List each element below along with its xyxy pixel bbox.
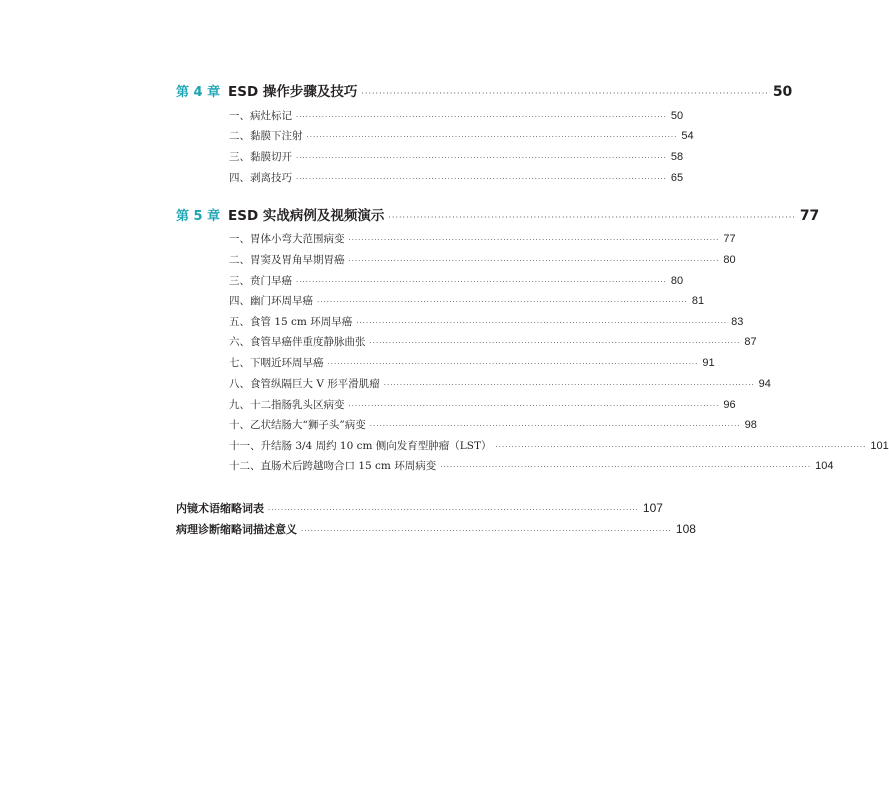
toc-chapter-4[interactable] (176, 80, 793, 100)
section-title: 二、黏膜下注射 (229, 130, 303, 142)
section-title: 七、下咽近环周早癌 (229, 357, 324, 369)
toc-entry[interactable] (229, 397, 736, 412)
toc-appendix-abbreviations[interactable] (176, 500, 663, 516)
dot-leader: ··················································································································· (317, 298, 688, 306)
chapter-page-number: 50 (772, 84, 793, 100)
appendix-page-number: 108 (675, 522, 696, 536)
toc-entry[interactable] (229, 417, 757, 432)
dot-leader: ··················································································································· (268, 506, 639, 514)
toc-appendix-pathology[interactable] (176, 521, 696, 537)
section-page-number: 65 (670, 172, 684, 184)
section-page-number: 83 (731, 316, 744, 328)
section-page-number: 58 (670, 151, 684, 163)
section-title: 四、幽门环周早癌 (229, 295, 313, 307)
section-page-number: 101 (870, 440, 889, 452)
toc-entry[interactable] (229, 273, 684, 288)
section-page-number: 104 (815, 460, 834, 472)
dot-leader: ··················································································································· (296, 113, 667, 121)
chapter-number: 第 5 章 (176, 209, 221, 224)
toc-entry[interactable] (229, 170, 684, 185)
dot-leader: ··················································································································· (301, 527, 672, 535)
section-page-number: 80 (670, 275, 684, 287)
section-page-number: 87 (744, 336, 757, 348)
section-page-number: 96 (723, 399, 736, 411)
chapter-title: ESD 操作步骤及技巧 (228, 84, 358, 100)
section-page-number: 81 (691, 295, 705, 307)
toc-entry[interactable] (229, 376, 771, 391)
section-title: 一、病灶标记 (229, 110, 292, 122)
appendix-page-number: 107 (642, 501, 663, 515)
dot-leader: ··················································································································· (383, 381, 755, 389)
dot-leader: ··················································································································· (356, 319, 728, 327)
toc-entry[interactable] (229, 128, 694, 143)
dot-leader: ··················································································································· (327, 360, 699, 368)
dot-leader: ··················································································································· (369, 422, 741, 430)
chapter-title: ESD 实战病例及视频演示 (228, 208, 385, 224)
toc-entry[interactable] (229, 355, 715, 370)
appendix-title: 病理诊断缩略词描述意义 (176, 523, 297, 536)
toc-entry[interactable] (229, 314, 744, 329)
toc-entry[interactable] (229, 334, 757, 349)
section-title: 十二、直肠术后跨越吻合口 15 cm 环周病变 (229, 460, 437, 472)
section-title: 五、食管 15 cm 环周早癌 (229, 316, 353, 328)
section-title: 三、黏膜切开 (229, 151, 292, 163)
toc-entry[interactable] (229, 252, 736, 267)
section-title: 三、贲门早癌 (229, 275, 292, 287)
section-page-number: 98 (744, 419, 757, 431)
dot-leader: ··················································································································· (348, 402, 720, 410)
chapter-number: 第 4 章 (176, 85, 221, 100)
dot-leader: ··················································································································· (348, 236, 720, 244)
section-title: 八、食管纵隔巨大 V 形平滑肌瘤 (229, 378, 380, 390)
section-title: 二、胃窦及胃角早期胃癌 (229, 254, 345, 266)
section-page-number: 91 (702, 357, 715, 369)
chapter-page-number: 77 (799, 208, 820, 224)
appendix-title: 内镜术语缩略词表 (176, 502, 264, 515)
dot-leader: ··················································································································· (306, 133, 678, 141)
toc-entry[interactable] (229, 149, 684, 164)
toc-chapter-5[interactable] (176, 204, 820, 224)
section-title: 十、乙状结肠大“狮子头”病变 (229, 419, 366, 431)
section-page-number: 50 (670, 110, 684, 122)
section-page-number: 77 (723, 233, 736, 245)
dot-leader: ··················································································································· (348, 257, 720, 265)
dot-leader: ··················································································································· (495, 443, 867, 451)
toc-entry[interactable] (229, 458, 834, 473)
dot-leader: ··················································································································· (296, 154, 667, 162)
dot-leader: ··················································································································· (369, 339, 741, 347)
section-page-number: 94 (758, 378, 771, 390)
toc-entry[interactable] (229, 108, 684, 123)
toc-entry[interactable] (229, 231, 736, 246)
section-title: 一、胃体小弯大范围病变 (229, 233, 345, 245)
section-page-number: 54 (681, 130, 694, 142)
dot-leader: ··················································································································· (388, 213, 796, 222)
section-title: 九、十二指肠乳头区病变 (229, 399, 345, 411)
section-title: 十一、升结肠 3/4 周约 10 cm 侧向发育型肿瘤（LST） (229, 440, 492, 452)
dot-leader: ··················································································································· (440, 463, 812, 471)
section-title: 四、剥离技巧 (229, 172, 292, 184)
toc-entry[interactable] (229, 438, 889, 453)
toc-entry[interactable] (229, 293, 705, 308)
section-title: 六、食管早癌伴重度静脉曲张 (229, 336, 366, 348)
section-page-number: 80 (723, 254, 736, 266)
dot-leader: ··················································································································· (296, 175, 667, 183)
dot-leader: ··················································································································· (361, 89, 769, 98)
dot-leader: ··················································································································· (296, 278, 667, 286)
